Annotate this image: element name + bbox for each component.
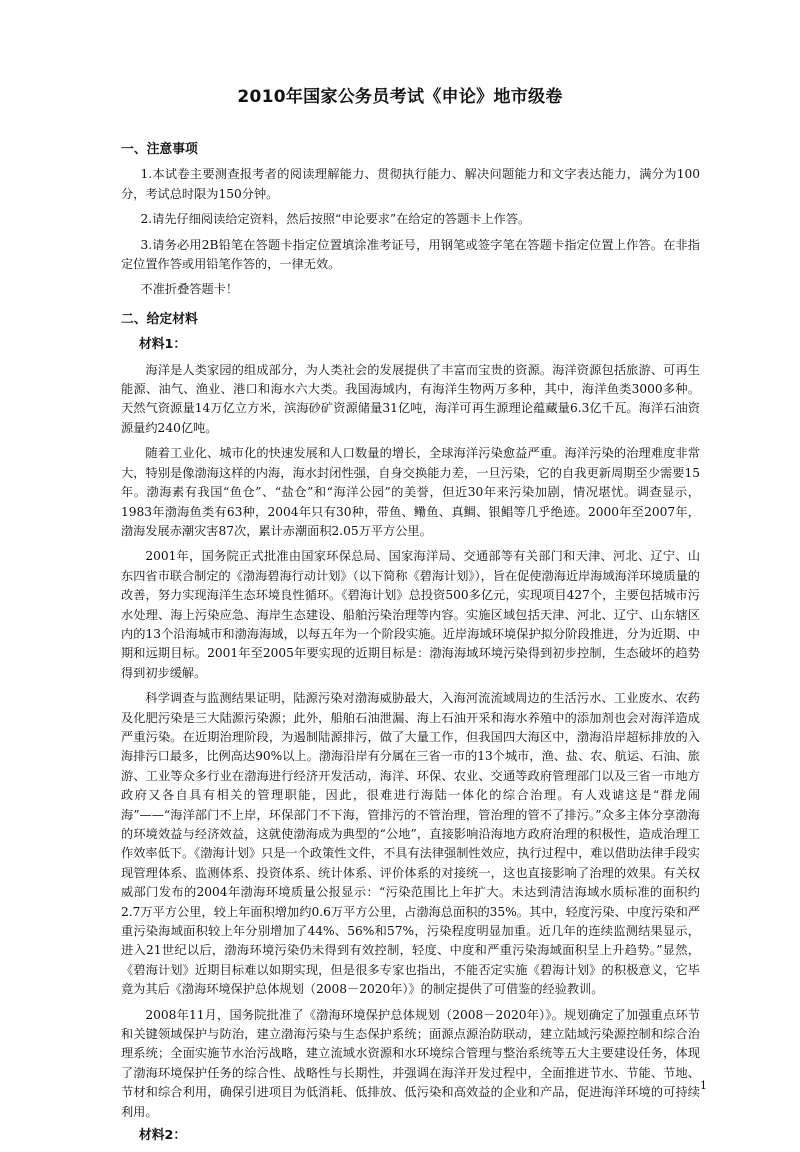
notice-heading: 一、注意事项	[121, 142, 198, 157]
material2-heading: 材料2：	[138, 1128, 187, 1144]
document-body	[121, 140, 700, 1152]
notice-item: 不准折叠答题卡！	[140, 282, 239, 297]
material-paragraph: 2001年，国务院正式批准由国家环保总局、国家海洋局、交通部等有关部门和天津、河北、辽宁、山东四省市联合制定的《渤海碧海行动计划》（以下简称《碧海计划》），旨在促使渤海近岸海域海洋环境质量的改善，努力实现海洋生态环境良性循环。《碧海计划》总投资500多亿元，实现项目427个，主要包括城市污水处理、海上污染应急、海岸生态建设、船舶污染治理等内容。实施区域包括天津、河北、辽宁、山东辖区内的13个沿海城市和渤海海域，以每五年为一个阶段实施。近岸海域环境保护拟分阶段推进，分为近期、中期和远期目标。2001年至2005年要实现的近期目标是：渤海海域环境污染得到初步控制，生态破坏的趋势得到初步缓解。	[121, 549, 700, 680]
material-paragraph: 科学调查与监测结果证明，陆源污染对渤海威胁最大，入海河流流域周边的生活污水、工业废水、农药及化肥污染是三大陆源污染源；此外，船舶石油泄漏、海上石油开采和海水养殖中的添加剂也会对海洋造成严重污染。在近期治理阶段，为遏制陆源排污，做了大量工作，但我国四大海区中，渤海沿岸超标排放的入海排污口最多，比例高达90%以上。渤海沿岸有分属在三省一市的13个城市，渔、盐、农、航运、石油、旅游、工业等众多行业在渤海进行经济开发活动，海洋、环保、农业、交通等政府管理部门以及三省一市地方政府又各自具有相关的管理职能，因此，很难进行海陆一体化的综合治理。有人戏谑这是“群龙闹海”——“海洋部门不上岸，环保部门不下海，管排污的不管治理，管治理的管不了排污。”众多主体分享渤海的环境效益与经济效益，这就使渤海成为典型的“公地”，直接影响沿海地方政府治理的积极性，造成治理工作效率低下。《渤海计划》只是一个政策性文件，不具有法律强制性效应，执行过程中，难以借助法律手段实现管理体系、监测体系、投资体系、统计体系、评价体系的对接统一，这也直接影响了治理的效果。有关权威部门发布的2004年渤海环境质量公报显示：“污染范围比上年扩大。未达到清洁海域水质标准的面积约2.7万平方公里，较上年面积增加约0.6万平方公里，占渤海总面积的35%。其中，轻度污染、中度污染和严重污染海域面积较上年分别增加了44%、56%和57%，污染程度明显加重。近几年的连续监测结果显示，进入21世纪以后，渤海环境污染仍未得到有效控制，轻度、中度和严重污染海域面积呈上升趋势。”显然，《碧海计划》近期目标难以如期实现，但是很多专家也指出，不能否定实施《碧海计划》的积极意义，它毕竟为其后《渤海环境保护总体规划（2008－2020年）》的制定提供了可借鉴的经验教训。	[121, 691, 700, 997]
materials-heading: 二、给定材料	[121, 311, 198, 327]
notice-item: 3.请务必用2B铅笔在答题卡指定位置填涂准考证号，用钢笔或签字笔在答题卡指定位置上作答。在非指定位置作答或用铅笔作答的，一律无效。	[121, 237, 700, 272]
material1-heading: 材料1：	[138, 337, 187, 353]
page-title: 2010年国家公务员考试《申论》地市级卷	[237, 87, 563, 107]
material-paragraph: 2008年11月，国务院批准了《渤海环境保护总体规划（2008－2020年）》。规划确定了加强重点环节和关键领域保护与防治，建立渤海污染与生态保护系统；面源点源治防联动，建立陆域污染源控制和综合治理系统；全面实施节水治污战略，建立流域水资源和水环境综合管理与整治系统等五大主要建设任务，体现了渤海环境保护任务的综合性、战略性与长期性，并强调在海洋开发过程中，全面推进节水、节能、节地、节材和综合利用，确保引进项目为低消耗、低排放、低污染和高效益的企业和产品，促进海洋环境的可持续利用。	[121, 1007, 700, 1119]
material-paragraph: 随着工业化、城市化的快速发展和人口数量的增长，全球海洋污染愈益严重。海洋污染的治理难度非常大，特别是像渤海这样的内海，海水封闭性强，自身交换能力差，一旦污染，它的自我更新周期至少需要15年。渤海素有我国“鱼仓”、“盐仓”和“海洋公园”的美誉，但近30年来污染加剧，情况堪忧。调查显示，1983年渤海鱼类有63种，2004年只有30种，带鱼、鳓鱼、真鲷、银鲳等几乎绝迹。2000年至2007年，渤海发展赤潮灾害87次，累计赤潮面积2.05万平方公里。	[121, 446, 700, 538]
notice-item: 1.本试卷主要测查报考者的阅读理解能力、贯彻执行能力、解决问题能力和文字表达能力，满分为100分，考试总时限为150分钟。	[121, 167, 700, 201]
material-paragraph: 海洋是人类家园的组成部分，为人类社会的发展提供了丰富而宝贵的资源。海洋资源包括旅游、可再生能源、油气、渔业、港口和海水六大类。我国海域内，有海洋生物两万多种，其中，海洋鱼类3000多种。天然气资源量14万亿立方米，滨海砂矿资源储量31亿吨，海洋可再生源理论蕴藏量6.3亿千瓦。海洋石油资源量约240亿吨。	[121, 362, 700, 435]
page-number: 1	[700, 1079, 707, 1092]
notice-item: 2.请先仔细阅读给定资料，然后按照“申论要求”在给定的答题卡上作答。	[140, 212, 531, 227]
notice-section	[121, 165, 700, 299]
